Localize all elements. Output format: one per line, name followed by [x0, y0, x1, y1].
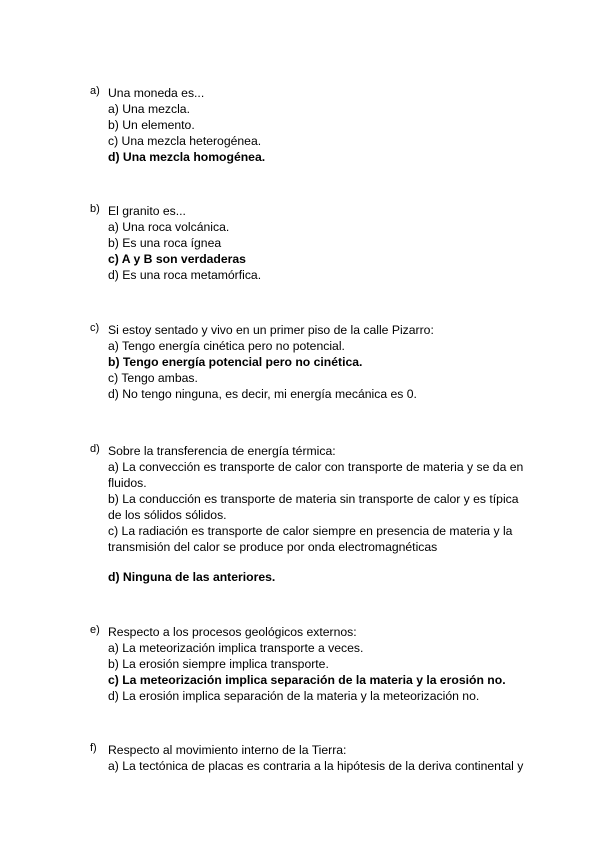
- option-a: a) Una roca volcánica.: [108, 220, 230, 234]
- option-b: b) La erosión siempre implica transporte.: [108, 657, 329, 671]
- options-list: [108, 459, 528, 585]
- question-stem: El granito es...: [108, 204, 186, 218]
- option-b: b) Es una roca ígnea: [108, 236, 222, 250]
- option-c: c) Una mezcla heterogénea.: [108, 134, 262, 148]
- option-c: c) Tengo ambas.: [108, 371, 198, 385]
- options-list: [108, 338, 417, 402]
- question-letter: f): [90, 742, 97, 754]
- question-letter: d): [90, 443, 100, 455]
- question-stem: Sobre la transferencia de energía térmica:: [108, 444, 336, 458]
- option-b-correct: b) Tengo energía potencial pero no cinética.: [108, 355, 363, 369]
- options-list: [108, 101, 265, 165]
- options-list: [108, 219, 261, 283]
- question-stem: Si estoy sentado y vivo en un primer piso de la calle Pizarro:: [108, 323, 434, 337]
- question-stem: Respecto al movimiento interno de la Tierra:: [108, 743, 347, 757]
- question-stem: Una moneda es...: [108, 86, 205, 100]
- option-c-correct: c) A y B son verdaderas: [108, 252, 246, 266]
- option-d: d) No tengo ninguna, es decir, mi energía mecánica es 0.: [108, 387, 417, 401]
- option-b: b) Un elemento.: [108, 118, 195, 132]
- option-d: d) Es una roca metamórfica.: [108, 268, 262, 282]
- option-a: a) La meteorización implica transporte a veces.: [108, 641, 364, 655]
- option-a: a) La tectónica de placas es contraria a la hipótesis de la deriva continental y: [108, 759, 524, 773]
- option-c-correct: c) La meteorización implica separación de la materia y la erosión no.: [108, 673, 506, 687]
- option-a: a) La convección es transporte de calor con transporte de materia y se da en fluidos.: [108, 460, 524, 490]
- question-letter: e): [90, 624, 100, 636]
- question-letter: c): [90, 322, 100, 334]
- option-d: d) La erosión implica separación de la materia y la meteorización no.: [108, 689, 480, 703]
- question-letter: a): [90, 85, 100, 97]
- option-a: a) Una mezcla.: [108, 102, 190, 116]
- option-c: c) La radiación es transporte de calor siempre en presencia de materia y la transmisión del calor se produce por onda electromagnéticas: [108, 524, 513, 554]
- option-d-correct: d) Ninguna de las anteriores.: [108, 570, 276, 584]
- question-letter: b): [90, 203, 100, 215]
- option-b: b) La conducción es transporte de materia sin transporte de calor y es típica de los sólidos sólidos.: [108, 492, 519, 522]
- option-d-correct: d) Una mezcla homogénea.: [108, 150, 266, 164]
- question-stem: Respecto a los procesos geológicos externos:: [108, 625, 357, 639]
- options-list: [108, 758, 523, 774]
- options-list: [108, 640, 506, 704]
- option-a: a) Tengo energía cinética pero no potencial.: [108, 339, 345, 353]
